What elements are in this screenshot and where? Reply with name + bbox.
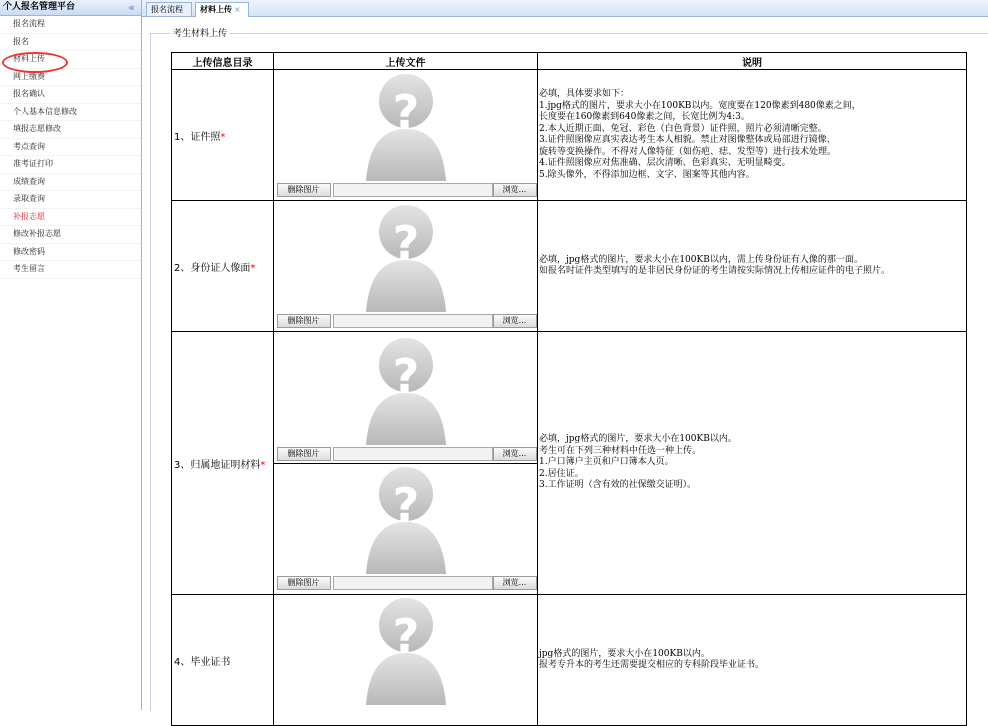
browse-button[interactable]: 浏览... [493,314,537,328]
row-label: 4、毕业证书 [172,595,274,726]
delete-image-button[interactable]: 删除图片 [277,314,331,328]
table-header-row [172,53,967,70]
column-header: 上传信息目录 [172,53,274,70]
row-description: jpg格式的图片，要求大小在100KB以内。 报考专升本的考生还需要提交相应的专科阶段毕业证书。 [538,595,967,726]
tab-registration-flow[interactable] [146,2,192,16]
column-header: 上传文件 [274,53,538,70]
file-path-input[interactable] [333,447,493,461]
sidebar-item-exam-site[interactable]: 考点查询 [0,139,141,157]
svg-text:?: ? [392,216,419,270]
upload-table [171,52,967,726]
file-path-input[interactable] [333,183,493,197]
sidebar-item-registration-flow[interactable]: 报名流程 [0,16,141,34]
row-label: 1、证件照* [172,70,274,201]
row-description: 必填，具体要求如下： 1.jpg格式的图片，要求大小在100KB以内。宽度要在120像素到480像素之间， 长度要在160像素到640像素之间，长宽比例为4:3。 2.本人近期正面、免冠、彩色（白色背景）证件照，照片必须清晰完整。 3.证件照图像应真实表达考生本人相貌。禁止对图像整体或局部进行镜像、 旋转等变换操作。不得对人像特征（如伤疤、痣、发型等）进行技术处理。 4.证件照图像应对焦准确、层次清晰、色彩真实、无明显畸变。 5.除头像外，不得添加边框、文字、图案等其他内容。 [538,70,967,201]
delete-image-button[interactable]: 删除图片 [277,576,331,590]
sidebar-title: 个人报名管理平台 [3,2,76,12]
sidebar-header [0,0,141,16]
section-legend: 考生材料上传 [170,26,230,39]
sidebar-item-online-payment[interactable]: 网上缴费 [0,69,141,87]
table-row [172,332,967,595]
collapse-icon[interactable]: « [128,1,135,14]
row-label: 3、归属地证明材料* [172,332,274,595]
delete-image-button[interactable]: 删除图片 [277,183,331,197]
table-row [172,70,967,201]
uploader [275,71,537,199]
placeholder-avatar-icon [361,464,451,574]
placeholder-avatar-icon [361,71,451,181]
required-mark: * [250,262,256,274]
highlight-circle [2,52,68,73]
sidebar-item-edit-supplement[interactable]: 修改补报志愿 [0,226,141,244]
uploader [275,202,537,330]
sidebar [0,0,142,710]
sidebar-item-print-ticket[interactable]: 准考证打印 [0,156,141,174]
sidebar-item-change-password[interactable]: 修改密码 [0,244,141,262]
close-icon[interactable]: × [234,5,241,14]
row-description: 必填，jpg格式的图片，要求大小在100KB以内。 考生可在下列三种材料中任选一种上传。 1.户口簿户主页和户口簿本人页。 2.居住证。 3.工作证明（含有效的社保缴交证明）。 [538,332,967,595]
sidebar-item-material-upload[interactable]: 材料上传 [0,51,141,69]
tab-label: 报名流程 [151,5,183,14]
required-mark: * [260,459,266,471]
tab-label: 材料上传 [200,5,232,14]
svg-text:?: ? [392,609,419,663]
tab-material-upload[interactable] [195,2,249,17]
placeholder-avatar-icon [361,335,451,445]
tab-bar [142,0,988,17]
browse-button[interactable]: 浏览... [493,576,537,590]
uploader [275,595,537,705]
uploader [275,335,537,463]
row-label: 2、身份证人像面* [172,201,274,332]
sidebar-item-supplement-choice[interactable]: 补报志愿 [0,209,141,227]
placeholder-avatar-icon [361,595,451,705]
upload-cell [274,70,538,201]
sidebar-item-scores[interactable]: 成绩查询 [0,174,141,192]
delete-image-button[interactable]: 删除图片 [277,447,331,461]
table-row [172,201,967,332]
sidebar-item-admission[interactable]: 录取查询 [0,191,141,209]
uploader [275,464,537,592]
column-header: 说明 [538,53,967,70]
sidebar-item-message[interactable]: 考生留言 [0,261,141,279]
placeholder-avatar-icon [361,202,451,312]
table-row [172,595,967,726]
row-description: 必填，jpg格式的图片，要求大小在100KB以内，需上传身份证有人像的那一面。 如报名时证件类型填写的是非居民身份证的考生请按实际情况上传相应证件的电子照片。 [538,201,967,332]
file-path-input[interactable] [333,576,493,590]
sidebar-item-confirm[interactable]: 报名确认 [0,86,141,104]
sidebar-item-register[interactable]: 报名 [0,34,141,52]
upload-cell [274,595,538,726]
svg-text:?: ? [392,348,419,403]
browse-button[interactable]: 浏览... [493,183,537,197]
upload-cell [274,332,538,595]
file-path-input[interactable] [333,314,493,328]
upload-cell [274,201,538,332]
sidebar-item-edit-info[interactable]: 个人基本信息修改 [0,104,141,122]
svg-text:?: ? [392,477,419,532]
required-mark: * [220,131,226,143]
svg-text:?: ? [392,85,419,139]
browse-button[interactable]: 浏览... [493,447,537,461]
sidebar-item-edit-choice[interactable]: 填报志愿修改 [0,121,141,139]
